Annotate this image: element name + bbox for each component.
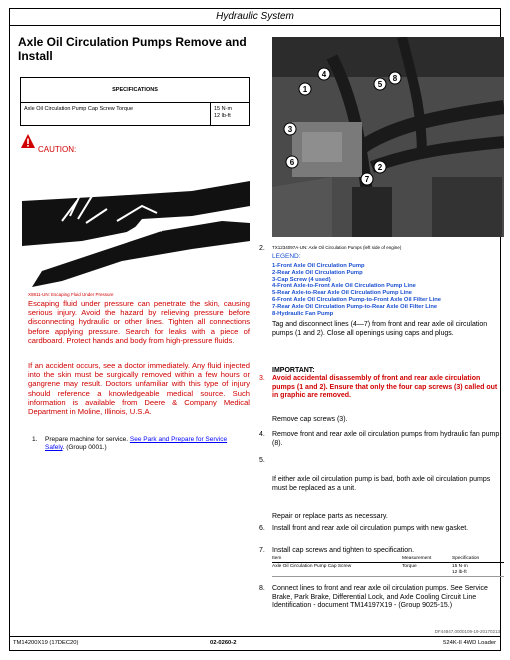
step-1-text: [45, 436, 247, 452]
callout-6: 6: [289, 158, 295, 167]
callout-8: 8: [392, 74, 398, 83]
figure-caption: TX1234097A-UN: Axle Oil Circulation Pumps (left side of engine): [272, 245, 402, 250]
step-7-text: Install cap screws and tighten to specification.: [272, 547, 415, 554]
spec-lbft: 12 lb-ft: [452, 569, 467, 575]
page-title: Axle Oil Circulation Pumps Remove and Install: [18, 35, 247, 63]
legend-item: 2-Rear Axle Oil Circulation Pump: [272, 269, 363, 276]
spec-row-value: [211, 103, 235, 125]
legend-item: 3-Cap Screw (4 used): [272, 276, 331, 283]
specifications-heading: SPECIFICATIONS: [21, 78, 249, 103]
caution-triangle-icon: [20, 133, 36, 149]
step-3-text: Remove cap screws (3).: [272, 416, 348, 423]
step-1-number: 1.: [32, 436, 38, 443]
table-header-specification: Specification: [452, 556, 480, 561]
specifications-table: [20, 77, 250, 126]
step-4-text: Remove front and rear axle oil circulation pumps from hydraulic fan pump (8).: [272, 431, 500, 447]
warning-paragraph-2: If an accident occurs, see a doctor immediately. Any fluid injected into the skin must be surgically removed within a few hours or gangrene may result. Doctors unfamiliar with this type of injury should reference a knowledgeable medical source. Such information is available from Deere & Company Medical Department in Moline, Illinois, U.S.A.: [28, 361, 250, 417]
legend-item: 4-Front Axle-to-Front Axle Oil Circulation Pump Line: [272, 283, 416, 290]
table-header-item: Item: [272, 556, 282, 561]
step-5-note: If either axle oil circulation pump is bad, both axle oil circulation pumps must be replaced as a unit.: [272, 476, 491, 492]
escaping-fluid-warning-image: [22, 161, 250, 287]
table-header-measurement: Measurement: [402, 556, 432, 561]
legend-item: 7-Rear Axle Oil Circulation Pump-to-Rear Axle Oil Filter Line: [272, 303, 438, 310]
park-and-prepare-link[interactable]: See Park and Prepare for Service Safely: [45, 436, 228, 451]
callout-4: 4: [321, 70, 327, 79]
step-4-number: 4.: [259, 431, 265, 438]
table-cell-measurement: Torque: [402, 564, 417, 570]
important-text: Avoid accidental disassembly of front and rear axle circulation pumps (1 and 2). Ensure that only the four cap screws (3) called out in graphic are removed.: [272, 375, 498, 400]
step-6-number: 6.: [259, 525, 265, 532]
step-5-number: 5.: [259, 457, 265, 464]
step-8-number: 8.: [259, 585, 265, 592]
step-1: [32, 436, 247, 452]
footer-manual-id: TM14200X19 (17DEC20): [13, 640, 79, 646]
cap-screw-torque-table: [272, 555, 504, 577]
footer-model: 524K-II 4WD Loader: [443, 640, 496, 646]
warning-image-caption: X9811-UN: Escaping Fluid Under Pressure: [28, 292, 114, 297]
document-id: DF44847,0000109-19-20170213: [434, 629, 500, 634]
step-2-number: 2.: [259, 245, 265, 252]
table-row: [272, 563, 504, 577]
table-cell-item: Axle Oil Circulation Pump Cap Screw: [272, 564, 352, 570]
legend-item: 5-Rear Axle-to-Rear Axle Oil Circulation Pump Line: [272, 290, 413, 297]
warning-paragraph-1: Escaping fluid under pressure can penetrate the skin, causing serious injury. Avoid the hazard by relieving pressure before disconnecting hydraulic or other lines. Tighten all connections before applying pressure. Search for leaks with a piece of cardboard. Protect hands and body from high-pressure fluids.: [28, 299, 250, 345]
step-7-number: 7.: [259, 547, 265, 554]
axle-pump-photo: [272, 37, 504, 237]
legend-title: LEGEND:: [272, 253, 301, 260]
spec-nm: 15 N·m: [452, 564, 468, 570]
callout-7: 7: [364, 175, 370, 184]
legend-list: [272, 263, 441, 317]
spec-value-lbft: 12 lb-ft: [214, 113, 231, 119]
legend-item: 6-Front Axle Oil Circulation Pump-to-Front Axle Oil Filter Line: [272, 296, 441, 303]
step-6-text: Install front and rear axle oil circulation pumps with new gasket.: [272, 525, 469, 532]
manual-page: [9, 8, 501, 651]
step-2-text: Tag and disconnect lines (4—7) from front and rear axle oil circulation pumps (1 and 2). Close all openings using caps and plugs.: [272, 321, 488, 337]
footer-page-number: 02-0260-2: [210, 640, 237, 646]
legend-item: 8-Hydraulic Fan Pump: [272, 310, 334, 317]
step-8-text: Connect lines to front and rear axle oil circulation pumps. See Service Brake, Park Brake, Differential Lock, and Axle Cooling Circuit Line Identification - document TM14197X19 - (Group 9025-15.): [272, 585, 488, 610]
specifications-row: [21, 103, 249, 125]
spec-row-label: Axle Oil Circulation Pump Cap Screw Torque: [21, 103, 211, 125]
section-header: Hydraulic System: [10, 9, 500, 26]
page-footer: [10, 636, 500, 650]
callout-5: 5: [377, 80, 383, 89]
callout-2: 2: [377, 163, 383, 172]
step-1-text-a: Prepare machine for service.: [45, 436, 129, 443]
caution-label: CAUTION:: [38, 145, 77, 154]
table-header-row: [272, 555, 504, 563]
legend-item: 1-Front Axle Oil Circulation Pump: [272, 263, 365, 269]
step-3-number: 3.: [259, 375, 265, 382]
callout-3: 3: [287, 125, 293, 134]
step-5-text: Repair or replace parts as necessary.: [272, 513, 388, 520]
callout-1: 1: [302, 85, 308, 94]
important-label: IMPORTANT:: [272, 367, 315, 374]
table-cell-specification: [452, 563, 504, 576]
spec-value-nm: 15 N·m: [214, 106, 233, 112]
step-1-text-b: . (Group 0001.): [62, 444, 107, 451]
